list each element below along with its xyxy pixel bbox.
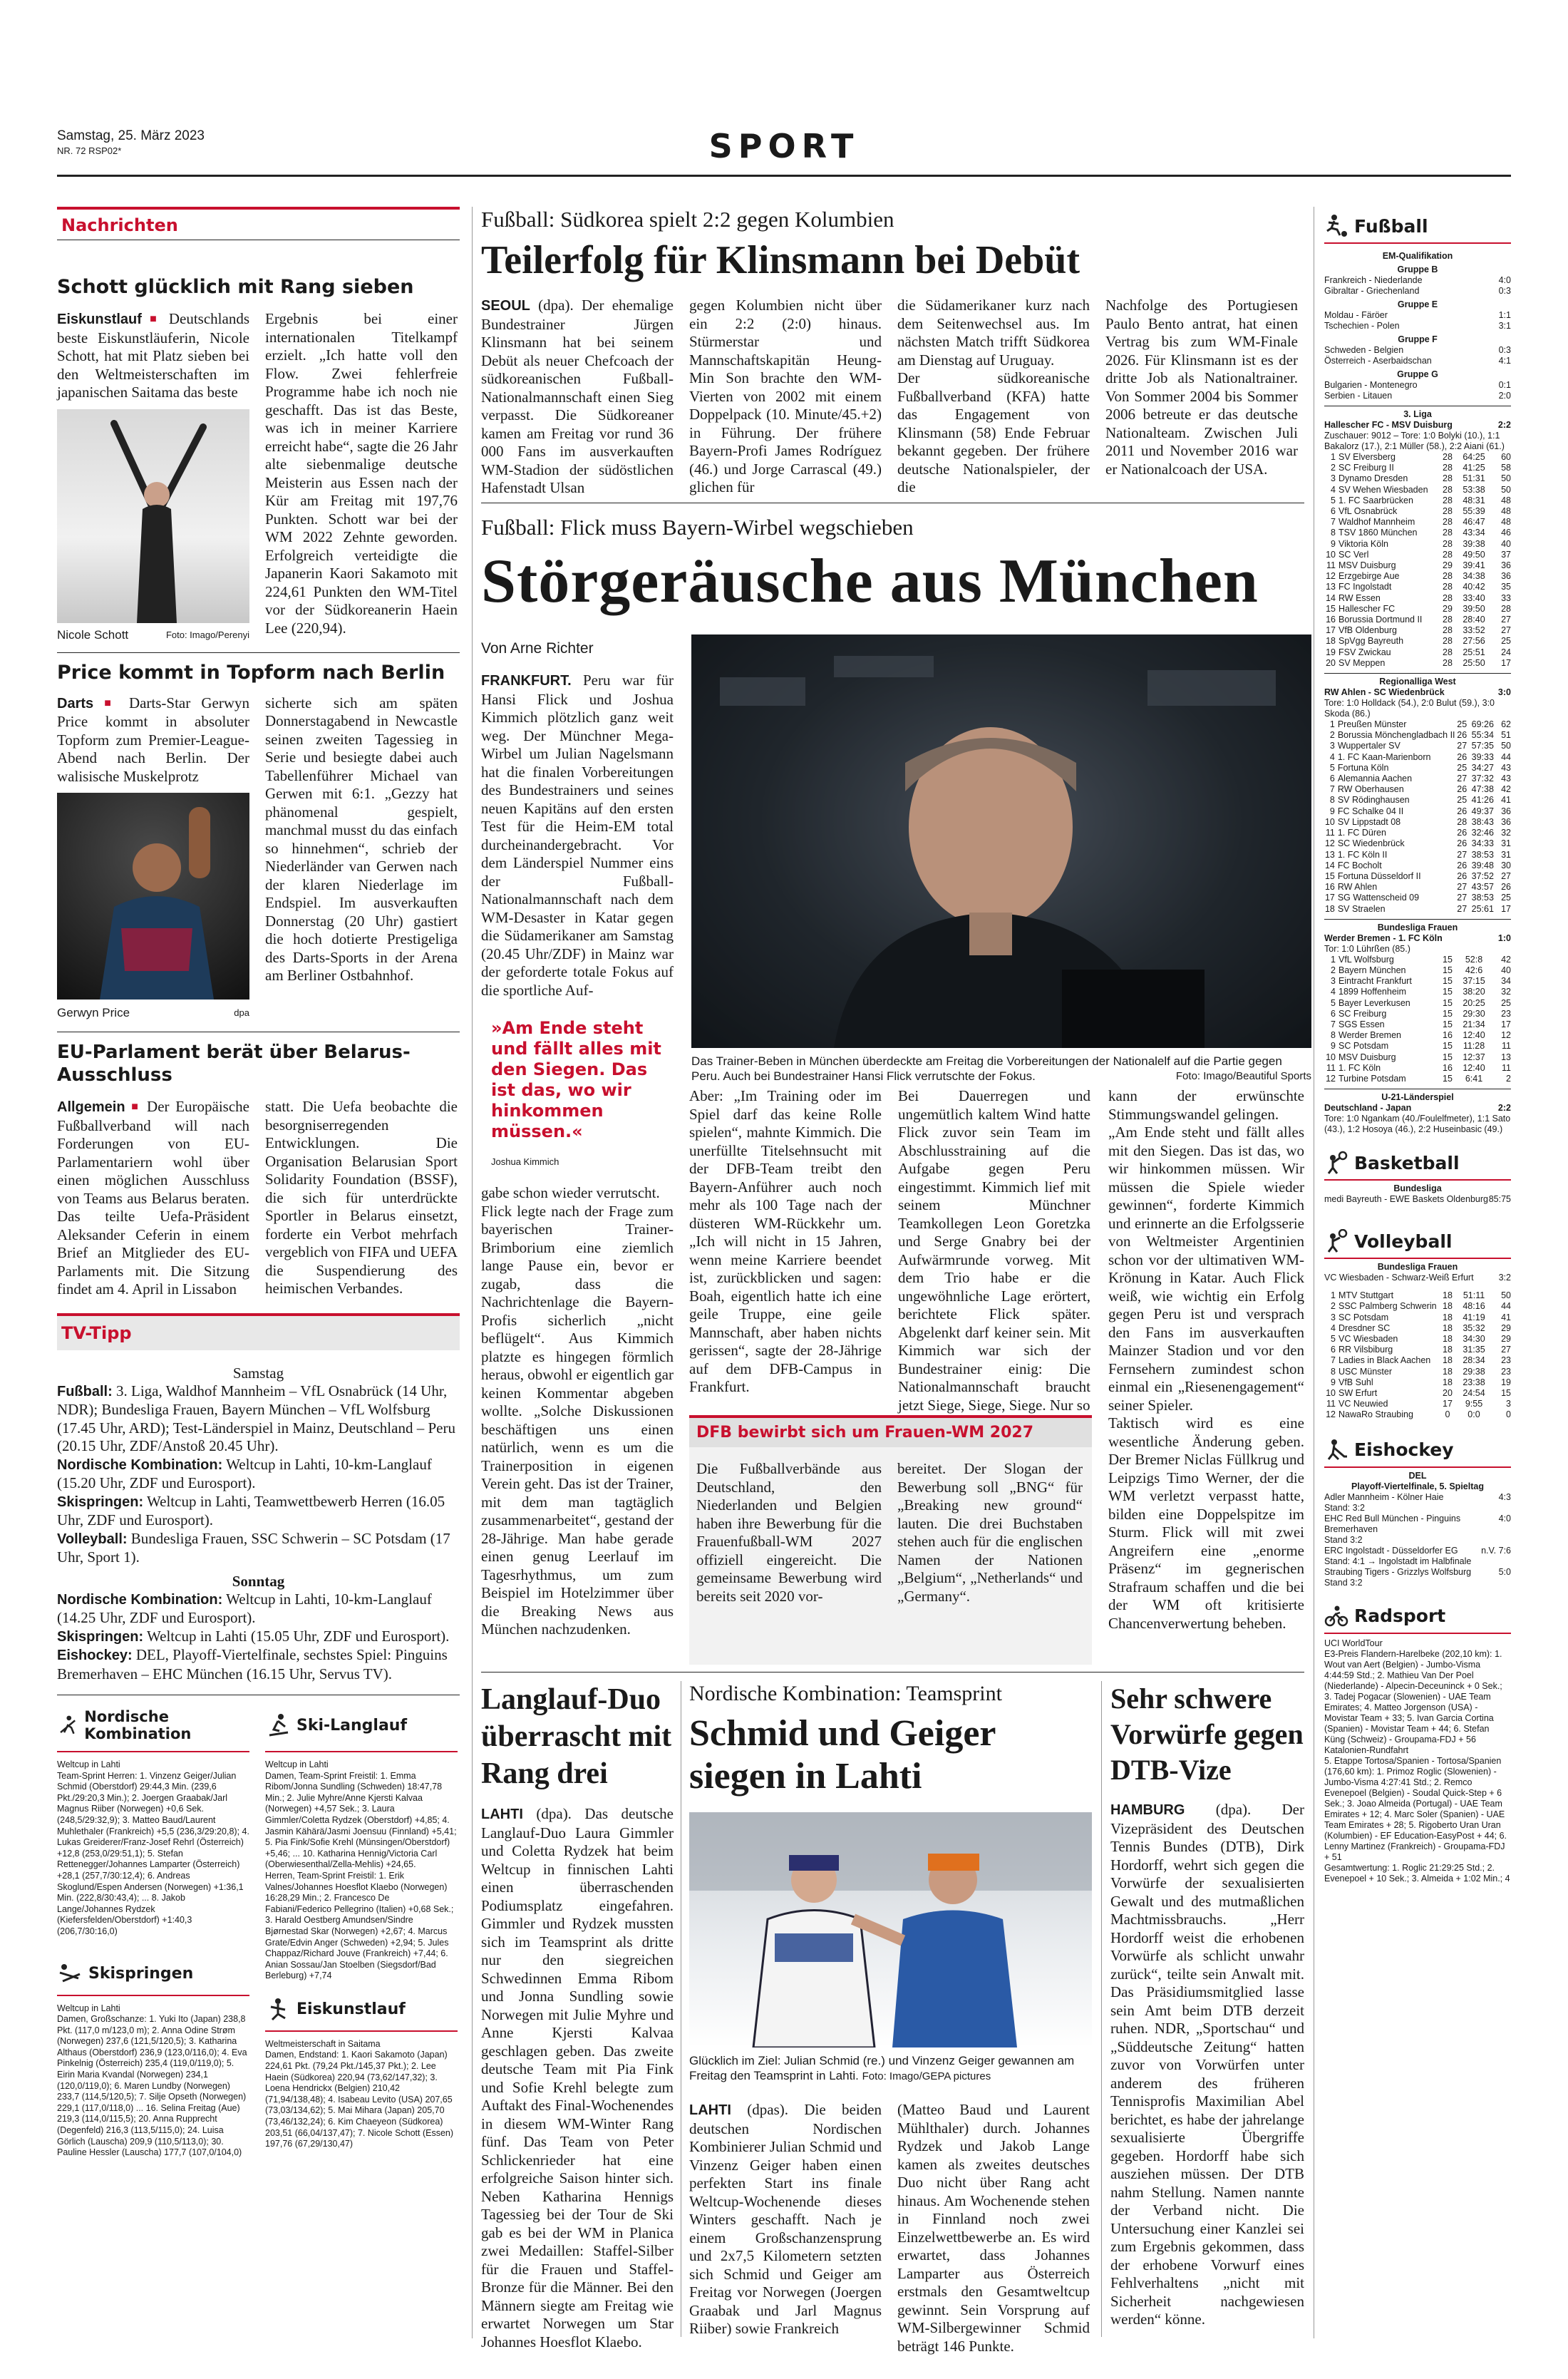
table-row: 8 TSV 1860 München 28 43:34 46 xyxy=(1331,528,1511,538)
table-row: 1 SV Elversberg 28 64:25 60 xyxy=(1331,452,1511,462)
flick-photo-caption: Das Trainer-Beben in München überdeckte am Freitag die Vorbereitungen der Nationalelf auf die Partie gegen Peru. Auch bei Bundestrainer Hansi Flick verrutschte der Fokus. Foto: Imago/Beautiful Sports xyxy=(691,1054,1311,1083)
sidebar-radsport-header: Radsport xyxy=(1324,1597,1511,1634)
liga3-detail: Zuschauer: 9012 – Tore: 1:0 Bolyki (10.), 1:1 Bakalorz (17.), 2:1 Müller (58.), 2:2 Aiani (61.) xyxy=(1324,431,1505,451)
table-row: 5 VC Wiesbaden 18 34:30 29 xyxy=(1331,1333,1511,1344)
news-headline-price: Price kommt in Topform nach Berlin xyxy=(57,661,445,684)
langlauf-headline: Langlauf-Duo überrascht mit Rang drei xyxy=(481,1683,672,1790)
table-row: 4 1. FC Kaan-Marienborn 26 39:33 44 xyxy=(1329,751,1511,762)
tv-entry: Nordische Kombination: Weltcup in Lahti, 10-km-Langlauf (14.25 Uhr, ZDF und Eurosport). xyxy=(57,1590,432,1626)
section-title: SPORT xyxy=(708,127,860,165)
eh-row: ERC Ingolstadt - Düsseldorfer EG n.V. 7:6 xyxy=(1324,1545,1511,1556)
u21-detail: Tore: 1:0 Ngankam (40./Foulelfmeter), 1:1 Sato (43.), 1:2 Hosoya (46.), 2:2 Huseinbasic (49.) xyxy=(1324,1114,1511,1135)
kolumbien-col1: SEOUL (dpa). Der ehemalige Bundestrainer Jürgen Klinsmann hat bei seinem Debüt als neuer Chefcoach der südkoreanischen Fußball-Nationalmannschaft einen Sieg verpasst. Die Südkoreaner kamen am Freitag vor rund 36 000 Fans im ausverkauften WM-Stadion der südöstlichen Hafenstadt Ulsan xyxy=(481,297,674,496)
news-body-price-1: Darts ■ Darts-Star Gerwyn Price kommt in absoluter Topform zum Premier-League-Abend nach Berlin. Der walisische Muskelprotz xyxy=(57,694,250,785)
table-row: 8 Werder Bremen 16 12:40 12 xyxy=(1331,1030,1511,1041)
flick-photo xyxy=(691,634,1311,1048)
nk-col2: (Matteo Baud und Laurent Mühlthaler) durch. Johannes Rydzek und Jakob Lange kamen als zweites deutsches Duo nicht über Rang acht hinaus. Am Wochenende stehen in Finnland noch zwei Einzelwettbewerbe an. Es wird erwartet, dass Johannes Lamparter aus Österreich erstmals den Gesamtweltcup gewinnt. Sein Vorsprung auf WM-Silbergewinner Schmid beträgt 146 Punkte. xyxy=(897,2101,1090,2355)
table-row: 9 VfB Suhl 18 23:38 19 xyxy=(1331,1377,1511,1387)
table-row: 4 Dresdner SC 18 35:32 29 xyxy=(1331,1322,1511,1333)
eh-row: Straubing Tigers - Grizzlys Wolfsburg 5:0 xyxy=(1324,1566,1511,1577)
table-row: 14 FC Bocholt 26 39:48 30 xyxy=(1324,860,1511,870)
sidebar-basketball-header: Basketball xyxy=(1324,1144,1511,1181)
eh-title: DEL xyxy=(1408,1470,1427,1481)
emq-title: EM-Qualifikation xyxy=(1382,251,1453,261)
table-row: 7 RW Oberhausen 26 47:38 42 xyxy=(1329,784,1511,795)
table-row: 6 SC Freiburg 15 29:30 23 xyxy=(1331,1008,1511,1019)
emq-match-row: Schweden - Belgien 0:3 xyxy=(1324,345,1511,355)
nk-results-header: Nordische Kombination xyxy=(57,1704,249,1747)
table-row: 3 Eintracht Frankfurt 15 37:15 34 xyxy=(1331,976,1511,987)
blfrauen-match: Werder Bremen - 1. FC Köln 1:0 xyxy=(1324,932,1511,943)
tv-entry: Skispringen: Weltcup in Lahti, Teamwettbewerb Herren (16.05 Uhr, ZDF und Eurosport). xyxy=(57,1492,445,1528)
table-row: 5 Bayer Leverkusen 15 20:25 25 xyxy=(1331,997,1511,1008)
news-label: Nachrichten xyxy=(57,207,460,240)
table-row: 7 Ladies in Black Aachen 18 28:34 23 xyxy=(1331,1355,1511,1366)
eh-sub: Playoff-Viertelfinale, 5. Spieltag xyxy=(1351,1481,1484,1491)
results-sidebar xyxy=(1324,207,1511,1884)
table-row: 12 NawaRo Straubing 0 0:0 0 xyxy=(1326,1409,1511,1420)
cross-country-icon xyxy=(265,1712,291,1738)
tv-tip-label: TV-Tipp xyxy=(57,1313,460,1350)
nk-topline: Nordische Kombination: Teamsprint xyxy=(689,1682,1002,1705)
nordic-combined-icon xyxy=(57,1712,78,1738)
rs-body: UCI WorldTour E3-Preis Flandern-Harelbeke (202,10 km): 1. Wout van Aert (Belgien) - Jumbo-Visma 4:44:59 Std.; 2. Mathieu Van Der Poel (Niederlande) - Alpecin-Deceuninck + 0 Sek.; 3. Tadej Pogacar (Slowenien) - UAE Team Emirates; 4. Matteo Jorgenson (USA) - Movistar Team + 33; 5. Ivan Garcia Cortina (Spanien) - Movistar Team + 44; 6. Stefan Küng (Schweiz) - Groupama-FDJ + 56 Katalonien-Rundfahrt 5. Etappe Tortosa/Spanien - Tortosa/Spanien (176,60 km): 1. Primoz Roglic (Slowenien) - Jumbo-Visma 4:27:41 Std.; 2. Remco Evenepoel (Belgien) - Soudal Quick-Step + 6 Sek.; 3. Joao Almeida (Portugal) - UAE Team Emirates + 12; 4. Marc Soler (Spanien) - UAE Team Emirates + 28; 5. Rigoberto Uran Uran (Kolumbien) - EF Education-EasyPost + 44; 6. Lenny Martinez (Frankreich) - Groupama-FDJ + 51 Gesamtwertung: 1. Roglic 21:29:25 Std.; 2. Evenepoel + 10 Sek.; 3. Almeida + 1:02 Min.; 4 xyxy=(1324,1638,1510,1884)
news-body-price-2: sicherte sich am späten Donnerstagabend in Newcastle seinen zweiten Tagessieg in Serie und besiegte dabei auch Tabellenführer Michael van Gerwen mit 6:1. „Gezzy hat phänomenal gespielt, manchmal musst du das einfach so hinnehmen“, schrieb der Niederländer van Gerwen nach der klaren Niederlage im Endspiel. Im ausverkauften Donnerstag (20 Uhr) gastiert die hoch dotierte Prestigeliga des Darts-Sports in der Arena am Berliner Ostbahnhof. xyxy=(265,694,458,984)
table-row: 18 SpVgg Bayreuth 28 27:56 25 xyxy=(1326,636,1511,647)
bb-row: medi Bayreuth - EWE Baskets Oldenburg 85:75 xyxy=(1324,1194,1511,1205)
liga3-table xyxy=(1324,452,1511,669)
kolumbien-col2: gegen Kolumbien nicht über ein 2:2 (2:0) hinaus. Stürmerstar und Mannschaftskapitän Heung-Min Son brachte den WM-Vierten von 2002 mit einem Doppelpack (10. Minute/45.+2) in Führung. Der frühere Bayern-Profi James Rodríguez (46.) und Jorge Carrascal (49.) glichen für xyxy=(689,297,882,495)
table-row: 16 Borussia Dortmund II 28 28:40 27 xyxy=(1326,615,1511,625)
table-row: 2 Borussia Mönchengladbach II 26 55:34 51 xyxy=(1329,730,1511,741)
news-headline-schott: Schott glücklich mit Rang sieben xyxy=(57,276,414,298)
kolumbien-topline: Fußball: Südkorea spielt 2:2 gegen Kolumbien xyxy=(481,207,894,232)
blfrauen-detail: Tor: 1:0 Lührßen (85.) xyxy=(1324,943,1410,954)
eh-results xyxy=(1324,1492,1511,1588)
ski-jump-icon xyxy=(57,1961,83,1987)
table-row: 7 Waldhof Mannheim 28 46:47 48 xyxy=(1331,517,1511,528)
table-row: 11 1. FC Düren 26 32:46 32 xyxy=(1325,828,1511,838)
eh-row: Stand: 4:1 → Ingolstadt im Halbfinale xyxy=(1324,1556,1472,1566)
tv-entry: Skispringen: Weltcup in Lahti (15.05 Uhr, ZDF und Eurosport). xyxy=(57,1627,450,1645)
table-row: 18 SV Straelen 27 25:61 17 xyxy=(1324,903,1511,914)
volleyball-icon xyxy=(1324,1229,1348,1253)
tv-day2-list xyxy=(57,1591,460,1684)
table-row: 17 SG Wattenscheid 09 27 38:53 25 xyxy=(1324,893,1511,903)
skater-photo xyxy=(57,409,249,623)
table-row: 6 VfL Osnabrück 28 55:39 48 xyxy=(1331,506,1511,517)
emq-group-title: Gruppe E xyxy=(1397,299,1438,309)
nk-results-body: Weltcup in Lahti Team-Sprint Herren: 1. Vinzenz Geiger/Julian Schmid (Oberstdorf) 29:44,3 Min. (239,6 Pkt./29:20,3 Min.); 2. Joergen Graabak/Jarl Magnus Riiber (Norwegen) +0,6 Sek. (248,5/29:32,9); 3. Matteo Baud/Laurent Muhlethaler (Frankreich) +5,5 (236,3/29:20,8); 4. Lukas Greiderer/Franz-Josef Rehrl (Österreich) +12,8 (253,0/29:51,1); 5. Stefan Rettenegger/Johannes Lamparter (Österreich) +28,1 (257,7/30:12,4); 6. Andreas Skoglund/Espen Andersen (Norwegen) +1:36,1 Min. (222,8/30:43,4); ... 8. Jakob Lange/Johannes Rydzek (Kiefersfelden/Oberstdorf) +1:40,3 (206,7/30:16,0) xyxy=(57,1759,249,1936)
u21-match: Deutschland - Japan 2:2 xyxy=(1324,1103,1511,1114)
darts-credit: dpa xyxy=(234,1007,249,1018)
table-row: 1 VfL Wolfsburg 15 52:8 42 xyxy=(1331,954,1511,965)
sidebar-volleyball-header: Volleyball xyxy=(1324,1222,1511,1259)
vb-match: VC Wiesbaden - Schwarz-Weiß Erfurt 3:2 xyxy=(1324,1273,1511,1283)
emq-match-row: Frankreich - Niederlande 4:0 xyxy=(1324,275,1511,285)
u21-title: U-21-Länderspiel xyxy=(1381,1092,1454,1103)
news-body-schott-2: Ergebnis bei einer internationalen Titelkampf erzielt. „Ich hatte voll den Flow. Zwei fehlerfreie Programme habe ich noch nie geschafft. Das ist das Beste, was ich in meiner Karriere erreicht habe“, sagte die 26 Jahr alte siebenmalige deutsche Meisterin aus Essen nach der Kür am Freitag mit 197,76 Punkten. Schott war bei der WM 2022 Zehnte geworden. Erfolgreich verteidigte die Japanerin Kaori Sakamoto mit 224,61 Punkten den WM-Titel vor der Südkoreanerin Haein Lee (220,94). xyxy=(265,310,458,637)
table-row: 10 SW Erfurt 20 24:54 15 xyxy=(1326,1387,1511,1398)
flick-col3: Bei Dauerregen und ungemütlich kaltem Wind hatte Flick zuvor sein Team im Abschlusstraining auf die Aufgabe gegen Peru eingestimmt. Kimmich lief mit seinem Münchner Teamkollegen Leon Goretzka und Serge Gnabry bei der Aufwärmrunde vorweg. Mit dem Trio habe er die ungewöhnliche Lage erörtert, berichtete Flick später. Abgelenkt darf keiner sein. Mit Kimmich war sich der Bundestrainer einig: Die Nationalmannschaft braucht jetzt Siege, Siege, Siege. Nur so xyxy=(898,1087,1090,1414)
news-column xyxy=(57,207,460,2159)
ice-hockey-icon xyxy=(1324,1438,1348,1462)
table-row: 17 VfB Oldenburg 28 33:52 27 xyxy=(1326,625,1511,636)
frauen-wm-col1: Die Fußballverbände aus Deutschland, den Niederlanden und Belgien haben ihre Bewerbung für die Frauenfußball-WM 2027 offiziell eingereicht. Die gemeinsame Bewerbung wird bereits seit 2020 vor- xyxy=(696,1460,882,1605)
ek-results-body: Weltmeisterschaft in Saitama Damen, Endstand: 1. Kaori Sakamoto (Japan) 224,61 Pkt. (79,24 Pkt./145,37 Pkt.); 2. Lee Haein (Südkorea) 220,94 (73,62/147,32); 3. Loena Hendrickx (Belgien) 210,42 (71,94/138,48); 4. Isabeau Levito (USA) 207,65 (73,03/134,62); 5. Mai Mihara (Japan) 205,70 (73,46/132,24); 6. Kim Chaeyeon (Südkorea) 203,51 (66,04/137,47); 7. Nicole Schott (Essen) 197,76 (67,29/130,47) xyxy=(265,2038,454,2149)
table-row: 13 FC Ingolstadt 28 40:42 35 xyxy=(1326,582,1511,592)
table-row: 2 SC Freiburg II 28 41:25 58 xyxy=(1331,463,1511,473)
table-row: 3 Dynamo Dresden 28 51:31 50 xyxy=(1331,473,1511,484)
table-row: 11 VC Neuwied 17 9:55 3 xyxy=(1326,1399,1511,1409)
table-row: 10 SC Verl 28 49:50 37 xyxy=(1326,549,1511,560)
kolumbien-headline: Teilerfolg für Klinsmann bei Debüt xyxy=(481,238,1080,282)
cycling-icon xyxy=(1324,1604,1348,1628)
table-row: 12 Erzgebirge Aue 28 34:38 36 xyxy=(1326,571,1511,582)
eh-row: Stand: 3:2 xyxy=(1324,1502,1365,1513)
blfrauen-title: Bundesliga Frauen xyxy=(1377,922,1458,932)
flick-col1a: FRANKFURT. Peru war für Hansi Flick und Joshua Kimmich plötzlich ganz weit weg. Der Münchner Mega-Wirbel um Julian Nagelsmann hat die finalen Vorbereitungen des Bundestrainers und seines neuen Kapitäns auf den ersten Test für die Heim-EM total durcheinandergebracht. Vor dem Länderspiel Nummer eins der Fußball-Nationalmannschaft nach dem WM-Desaster in Katar gegen die Südamerikaner am Samstag (20.45 Uhr/ZDF) in Mainz war der geforderte totale Fokus auf die sportliche Auf- xyxy=(481,672,674,999)
table-row: 2 Bayern München 15 42:6 40 xyxy=(1331,965,1511,975)
ss-results-body: Weltcup in Lahti Damen, Großschanze: 1. Yuki Ito (Japan) 238,8 Pkt. (117,0 m/123,0 m); 2. Anna Odine Strøm (Norwegen) 237,6 (121,5/120,5); 3. Katharina Althaus (Oberstdorf) 236,9 (123,0/116,0); 4. Eva Pinkelnig (Österreich) 235,4 (119,0/119,0); 5. Eirin Maria Kvandal (Norwegen) 234,1 (120,0/119,0); 6. Maren Lundby (Norwegen) 233,7 (114,5/120,5); 7. Silje Opseth (Norwegen) 229,1 (117,0/118,0) ... 16. Selina Freitag (Aue) 219,3 (114,0/115,5); 20. Anna Rupprecht (Degenfeld) 216,3 (113,5/115,0); 24. Luisa Görlich (Lauscha) 209,9 (110,5/113,0); 30. Pauline Hessler (Lauscha) 177,7 (107,0/104,0) xyxy=(57,2003,247,2158)
flick-topline: Fußball: Flick muss Bayern-Wirbel wegschieben xyxy=(481,515,914,540)
table-row: 2 SSC Palmberg Schwerin 18 48:16 44 xyxy=(1331,1301,1511,1312)
frauen-wm-col2: bereitet. Der Slogan der Bewerbung soll „BNG“ für „Breaking new ground“ lauten. Die drei Buchstaben stehen auch für die englischen Namen der Nationen „Belgium“, „Netherlands“ und „Germany“. xyxy=(897,1460,1083,1605)
table-row: 20 SV Meppen 28 25:50 17 xyxy=(1326,657,1511,668)
eh-row: EHC Red Bull München - Pinguins Bremerhaven 4:0 xyxy=(1324,1513,1511,1534)
table-row: 6 Alemannia Aachen 27 37:32 43 xyxy=(1329,774,1511,784)
rlwest-match: RW Ahlen - SC Wiedenbrück 3:0 xyxy=(1324,687,1511,698)
nk-col1: LAHTI (dpas). Die beiden deutschen Nordischen Kombinierer Julian Schmid und Vinzenz Geiger haben einen perfekten Start ins finale Weltcup-Wochenende dieses Winters geschafft. Nach je einem Großschanzensprung und 2x7,5 Kilometern setzten sich Schmid und Geiger am Freitag vor Norwegen (Joergen Graabak und Jarl Magnus Riiber) sowie Frankreich xyxy=(689,2101,882,2337)
table-row: 19 FSV Zwickau 28 25:51 24 xyxy=(1326,647,1511,657)
table-row: 12 SC Wiedenbrück 26 34:33 31 xyxy=(1324,838,1511,849)
figure-skating-icon xyxy=(265,1997,291,2023)
nk-photo-caption: Glücklich im Ziel: Julian Schmid (re.) und Vinzenz Geiger gewannen am Freitag den Teamsprint in Lahti. Foto: Imago/GEPA pictures xyxy=(689,2054,1075,2082)
darts-caption: Gerwyn Price xyxy=(57,1006,130,1019)
table-row: 4 SV Wehen Wiesbaden 28 53:38 50 xyxy=(1331,484,1511,495)
table-row: 3 Wuppertaler SV 27 57:35 50 xyxy=(1329,741,1511,751)
football-icon xyxy=(1324,214,1348,238)
rlwest-detail: Tore: 1:0 Holldack (54.), 2:0 Bulut (59.), 3:0 Skoda (86.) xyxy=(1324,698,1495,719)
table-row: 13 1. FC Köln II 27 38:53 31 xyxy=(1324,849,1511,860)
table-row: 15 Fortuna Düsseldorf II 26 37:52 27 xyxy=(1324,870,1511,881)
emq-group-title: Gruppe G xyxy=(1397,369,1438,379)
tv-day1: Samstag xyxy=(232,1364,284,1382)
table-row: 3 SC Potsdam 18 41:19 41 xyxy=(1331,1312,1511,1322)
sl-results-body: Weltcup in Lahti Damen, Team-Sprint Freistil: 1. Emma Ribom/Jonna Sundling (Schweden) 18:47,78 Min.; 2. Julie Myhre/Anne Kjersti Kalvaa (Norwegen) +4,57 Sek.; 3. Laura Gimmler/Coletta Rydzek (Oberstdorf) +4,85; 4. Jasmin Kähärä/Jasmi Joensuu (Finnland) +5,41; 5. Pia Fink/Sofie Krehl (Münsingen/Oberstdorf) +5,46; ... 10. Katharina Hennig/Victoria Carl (Oberwiesenthal/Zella-Mehlis) +24,65. Herren, Team-Sprint Freistil: 1. Erik Valnes/Johannes Hoesflot Klaebo (Norwegen) 16:28,29 Min.; 2. Francesco De Fabiani/Federico Pellegrino (Italien) +0,68 Sek.; 3. Harald Oestberg Amundsen/Sindre Bjørnestad Skar (Norwegen) +2,67; 4. Marcus Grate/Edvin Anger (Schweden) +2,94; 5. Jules Chappaz/Richard Jouve (Frankreich) +7,44; 6. Anian Sossau/Jan Stoelben (Siegsdorf/Bad Berleburg) +7,74 xyxy=(265,1759,457,1981)
flick-col4: kann der erwünschte Stimmungswandel gelingen. „Am Ende steht und fällt alles mit den Siegen. Das ist das, wo wir hinkommen müssen. Wir müssen die Spiele wieder gewinnen“, forderte Kimmich und erinnerte an die Erfolgsserie von Weltmeister Argentinien schon vor der ultimativen WM-Krönung in Katar. Auch Flick weiß, wie wichtig ein Erfolg gegen Peru ist und versprach den Fans im ausverkauften Mainzer Stadion und vor den Fernsehern zumindest schon einmal ein „Riesenengagement“ seiner Spieler. Taktisch wird es eine wesentliche Änderung geben. Der Bremer Niclas Füllkrug und Leipzigs Timo Werner, der die WM verletzt verpasst hatte, bilden eine Doppelspitze im Sturm. Flick will mit zwei Angreifern eine „enorme Präsenz“ im gegnerischen Strafraum schaffen und die bei der WM oft kritisierte Chancenverwertung beheben. xyxy=(1108,1087,1304,1632)
emq-match-row: Serbien - Litauen 2:0 xyxy=(1324,391,1511,401)
emq-groups xyxy=(1324,264,1511,401)
table-row: 9 Viktoria Köln 28 39:38 40 xyxy=(1331,538,1511,549)
liga3-title: 3. Liga xyxy=(1403,409,1432,419)
table-row: 16 RW Ahlen 27 43:57 26 xyxy=(1324,882,1511,893)
vb-title: Bundesliga Frauen xyxy=(1377,1262,1458,1273)
emq-group-title: Gruppe B xyxy=(1397,264,1438,274)
emq-match-row: Tschechien - Polen 3:1 xyxy=(1324,321,1511,331)
nk-headline: Schmid und Geiger siegen in Lahti xyxy=(689,1713,996,1797)
table-row: 12 Turbine Potsdam 15 6:41 2 xyxy=(1326,1073,1511,1084)
table-row: 14 RW Essen 28 33:40 33 xyxy=(1326,592,1511,603)
dtb-body: HAMBURG (dpa). Der Vizepräsident des Deutschen Tennis Bundes (DTB), Dirk Hordorff, wehrt sich gegen die Vorwürfe der sexualisierten Gewalt und des mutmaßlichen Machtmissbrauchs. „Herr Hordorff weist die erhobenen Vorwürfe als schlicht unwahr zurück“, teilte sein Anwalt mit. Das Präsidiumsmitglied lasse sein Amt beim DTB derzeit ruhen. NDR, „Sportschau“ und „Süddeutsche Zeitung“ hatten zuvor von Vorwürfen unter anderem des früheren Tennisprofis Maximilian Abel berichtet, es habe der jahrelange sexualisierte Übergriffe gegeben. Hordorff habe sich ausziehen müssen. Der DTB nahm Stellung. Namen nannte der Verband nicht. Die Untersuchung einer Kanzlei sei zum Ergebnis gekommen, dass der erhobene Vorwurf eines Fehlverhaltens „nicht mit Sicherheit nachgewiesen werden“ könne. xyxy=(1110,1801,1304,2328)
frauen-wm-headline: DFB bewirbt sich um Frauen-WM 2027 xyxy=(689,1415,1092,1447)
news-body-belarus-1: Allgemein ■ Der Europäische Fußballverband will nach Forderungen von EU-Parlamentariern wohl über einen möglichen Ausschluss von Teams aus Belarus beraten. Das teilte Uefa-Präsident Aleksander Ceferin in einem Brief an Mitglieder des EU-Parlaments mit. Die Sitzung findet am 4. April in Lissabon xyxy=(57,1098,249,1298)
blfrauen-table xyxy=(1324,955,1511,1084)
table-row: 9 SC Potsdam 15 11:28 11 xyxy=(1331,1041,1511,1052)
emq-match-row: Österreich - Aserbaidschan 4:1 xyxy=(1324,356,1511,366)
frauen-wm-box xyxy=(689,1415,1092,1665)
tv-entry: Fußball: 3. Liga, Waldhof Mannheim – VfL Osnabrück (14 Uhr, NDR); Bundesliga Frauen, Bayern München – VfL Wolfsburg (17.45 Uhr, ARD); Test-Länderspiel in Mainz, Deutschland – Peru (20.15 Uhr, ZDF/Anstoß 20.45 Uhr). xyxy=(57,1382,455,1454)
emq-match-row: Moldau - Färöer 1:1 xyxy=(1324,310,1511,320)
skater-caption: Nicole Schott xyxy=(57,627,129,642)
table-row: 9 FC Schalke 04 II 26 49:37 36 xyxy=(1329,806,1511,816)
flick-headline: Störgeräusche aus München xyxy=(481,547,1259,616)
rlwest-title: Regionalliga West xyxy=(1379,677,1456,687)
table-row: 4 1899 Hoffenheim 15 38:20 32 xyxy=(1331,987,1511,997)
flick-col2: Aber: „Im Training oder im Spiel darf das keine Rolle spielen“, mahnte Kimmich. Die unerfüllte Titelsehnsucht mit der DFB-Team treibt den Bayern-Anführer auch noch mehr als 100 Tage nach der düsteren WM-Rückkehr um. „Ich will nicht in 15 Jahren, wenn meine Karriere beendet ist, zurückblicken und sagen: Boah, eigentlich hatte ich eine geile Truppe, eine geile Mannschaft, aber haben nichts gerissen“, sagte der 28-Jährige auf dem DFB-Campus in Frankfurt. xyxy=(689,1087,882,1395)
emq-group-title: Gruppe F xyxy=(1398,334,1438,344)
table-row: 10 SV Lippstadt 08 28 38:43 36 xyxy=(1324,816,1511,827)
emq-match-row: Gibraltar - Griechenland 0:3 xyxy=(1324,286,1511,296)
table-row: 8 SV Rödinghausen 25 41:26 41 xyxy=(1329,795,1511,806)
tv-day2: Sonntag xyxy=(232,1572,285,1590)
flick-col1b: gabe schon wieder verrutscht. Flick legte nach der Frage zum bayerischen Trainer-Brimborium eine ziemlich lange Pause ein, bevor er zugab, dass die Nachrichtenlage die Bayern-Profis sicherlich „nicht beflügelt“. Aus Kimmich platzte es hingegen förmlich heraus, obwohl er eigentlich gar keinen Kommentar abgeben wollte. „Solche Diskussionen beschäftigen uns einen natürlich, wenn es um die Trainerposition in eigenen Verein geht. Das ist der Trainer, mit dem man tagtäglich zusammenarbeitet“, gestand der 28-Jährige. Man habe gerade einen genug Leerlauf im Tagesrhythmus, um zum Beispiel im Hotelzimmer über die Breaking News aus München nachzudenken. xyxy=(481,1184,674,1638)
sidebar-football-header: Fußball xyxy=(1324,207,1511,244)
table-row: 6 RR Vilsbiburg 18 31:35 27 xyxy=(1331,1345,1511,1355)
kolumbien-col3: die Südamerikaner kurz nach dem Seitenwechsel aus. Im nächsten Match trifft Südkorea am Dienstag auf Uruguay. Der südkoreanische Fußballverband (KFA) hatte das Engagement von Klinsmann (58) Ende Februar bekannt gegeben. Der frühere deutsche Nationalspieler, der die xyxy=(897,297,1090,495)
ek-results-title: Eiskunstlauf xyxy=(296,2000,406,2019)
table-row: 5 Fortuna Köln 25 34:27 43 xyxy=(1329,762,1511,773)
sl-results-title: Ski-Langlauf xyxy=(296,1716,408,1735)
basketball-icon xyxy=(1324,1151,1348,1175)
eh-row: Stand 3:2 xyxy=(1324,1534,1363,1545)
news-headline-belarus: EU-Parlament berät über Belarus-Ausschluss xyxy=(57,1042,411,1086)
tv-entry: Volleyball: Bundesliga Frauen, SSC Schwerin – SC Potsdam (17 Uhr, Sport 1). xyxy=(57,1529,450,1566)
issue-date: Samstag, 25. März 2023 xyxy=(57,128,205,143)
table-row: 1 Preußen Münster 25 69:26 62 xyxy=(1329,719,1511,730)
nk-photo xyxy=(689,1812,1092,2047)
liga3-match: Hallescher FC - MSV Duisburg 2:2 xyxy=(1324,420,1511,430)
news-body-belarus-2: statt. Die Uefa beobachte die besorgniserregenden Entwicklungen. Die Organisation Belarusian Sport Solidarity Foundation (BSSF), die sich für unterdrückte Sportler in Belarus einsetzt, forderte ein Verbot mehrfach vergeblich von FIFA und UEFA die Suspendierung des heimischen Verbandes. xyxy=(265,1098,458,1297)
table-row: 5 1. FC Saarbrücken 28 48:31 48 xyxy=(1331,495,1511,505)
flick-quote-author: Joshua Kimmich xyxy=(491,1156,559,1167)
vb-table xyxy=(1324,1290,1511,1420)
table-row: 11 1. FC Köln 16 12:40 11 xyxy=(1326,1062,1511,1073)
eh-row: Adler Mannheim - Kölner Haie 4:3 xyxy=(1324,1491,1511,1502)
tv-entry: Eishockey: DEL, Playoff-Viertelfinale, sechstes Spiel: Pinguins Bremerhaven – EHC München (16.15 Uhr, Servus TV). xyxy=(57,1646,448,1682)
table-row: 11 MSV Duisburg 29 39:41 36 xyxy=(1326,560,1511,571)
flick-author: Von Arne Richter xyxy=(481,640,594,657)
eh-row: Stand 3:2 xyxy=(1324,1577,1363,1588)
dtb-headline: Sehr schwere Vorwürfe gegen DTB-Vize xyxy=(1110,1682,1304,1786)
table-row: 10 MSV Duisburg 15 12:37 13 xyxy=(1326,1052,1511,1062)
bb-title: Bundesliga xyxy=(1393,1183,1442,1194)
langlauf-body: LAHTI (dpa). Das deutsche Langlauf-Duo Laura Gimmler und Coletta Rydzek hat beim Weltcup in finnischen Lahti einen überraschenden Podiumsplatz eingefahren. Gimmler und Rydzek mussten sich im Teamsprint als dritte nur den siegreichen Schwedinnen Emma Ribom und Jonna Sundling sowie Norwegen mit Julie Myhre und Anne Kjersti Kalvaa geschlagen geben. Das zweite deutsche Team mit Pia Fink und Sofie Krehl belegte zum Auftakt des Final-Wochenendes in diesem WM-Winter Rang fünf. Das Team von Peter Schlickenrieder hat eine erfolgreiche Saison hinter sich. Neben Katharina Hennigs Tagessieg bei der Tour de Ski gab es bei der WM in Planica zwei Medaillen: Staffel-Silber für die Frauen und Staffel-Bronze für die Männer. Bei den Männern siegte am Freitag wie erwartet Norwegen um Star Johannes Hoesflot Klaebo. xyxy=(481,1805,674,2350)
rlwest-table xyxy=(1324,719,1511,915)
table-row: 1 MTV Stuttgart 18 51:11 50 xyxy=(1331,1290,1511,1301)
issue-number: NR. 72 RSP02* xyxy=(57,145,122,156)
kolumbien-col4: Nachfolge des Portugiesen Paulo Bento antrat, hat einen Vertrag bis zum WM-Finale 2026. Für Klinsmann ist es der dritte Job als Nationaltrainer. Von Sommer 2004 bis Sommer 2006 betreute er das deutsche Nationalteam. Zwischen Juli 2011 und November 2016 war er Nationalcoach der USA. xyxy=(1105,297,1298,478)
flick-quote: »Am Ende steht und fällt alles mit den Siegen. Das ist das, wo wir hinkommen müssen.« xyxy=(491,1018,661,1141)
tv-day1-list xyxy=(57,1382,460,1567)
tv-entry: Nordische Kombination: Weltcup in Lahti, 10-km-Langlauf (15.20 Uhr, ZDF und Eurosport). xyxy=(57,1455,432,1491)
table-row: 8 USC Münster 18 29:38 23 xyxy=(1331,1366,1511,1377)
table-row: 15 Hallescher FC 29 39:50 28 xyxy=(1326,603,1511,614)
sidebar-eishockey-header: Eishockey xyxy=(1324,1431,1511,1468)
skater-credit: Foto: Imago/Perenyi xyxy=(165,629,249,640)
news-body-schott-1: Eiskunstlauf ■ Deutschlands beste Eiskunstläuferin, Nicole Schott, hat mit Platz sieben bei den Weltmeisterschaften im japanischen Saitama das beste xyxy=(57,310,250,401)
ss-results-title: Skispringen xyxy=(88,1965,194,1983)
darts-photo xyxy=(57,793,249,1000)
emq-match-row: Bulgarien - Montenegro 0:1 xyxy=(1324,380,1511,390)
table-row: 7 SGS Essen 15 21:34 17 xyxy=(1331,1019,1511,1029)
